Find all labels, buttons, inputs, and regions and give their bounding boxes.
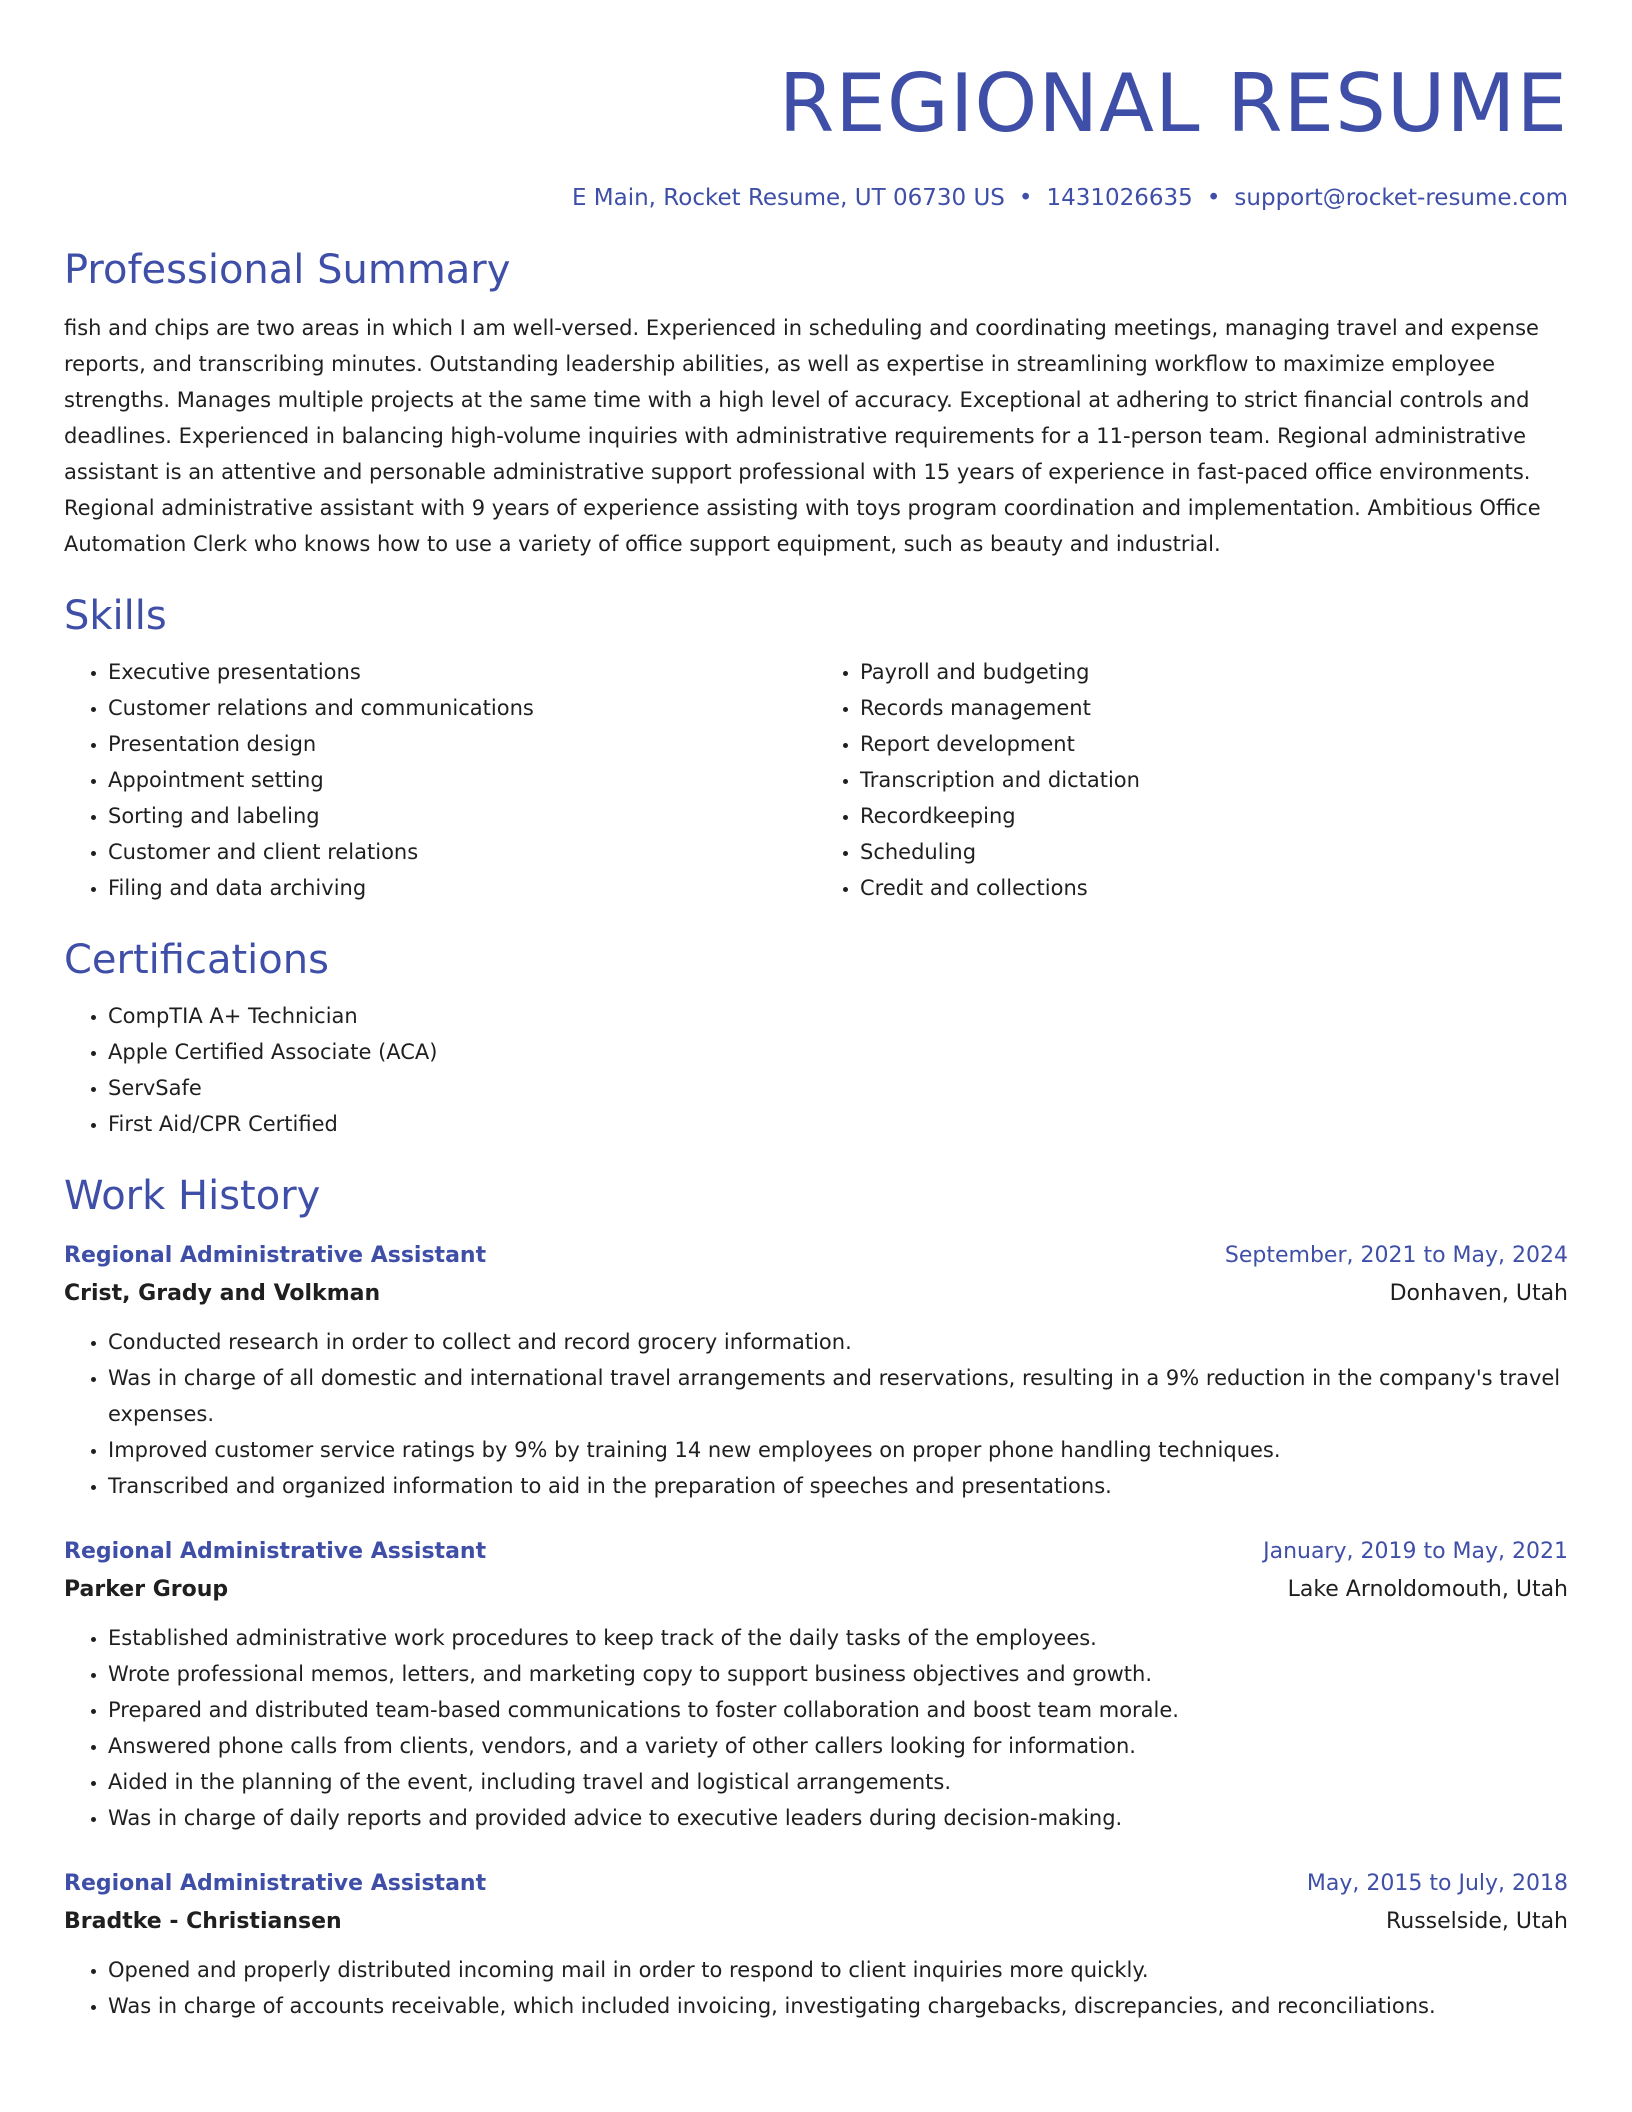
certification-item: • Apple Certified Associate (ACA) — [108, 1034, 1568, 1070]
certification-item: • First Aid/CPR Certified — [108, 1106, 1568, 1142]
job-bullet: • Improved customer service ratings by 9% by training 14 new employees on proper phone handling techniques. — [108, 1432, 1568, 1468]
job-title: Regional Administrative Assistant — [64, 1243, 487, 1268]
job-company: Bradtke - Christiansen — [64, 1909, 342, 1934]
contact-separator: • — [1206, 185, 1221, 211]
job-location: Lake Arnoldomouth, Utah — [1287, 1577, 1568, 1602]
job-entry — [64, 1534, 1568, 1836]
job-entry — [64, 1238, 1568, 1504]
section-title-skills: Skills — [64, 593, 167, 639]
job-bullet: • Was in charge of all domestic and international travel arrangements and reservations, resulting in a 9% reduction in the company's travel expenses. — [108, 1360, 1568, 1432]
skill-item: • Report development — [860, 726, 1568, 762]
job-header-row — [64, 1534, 1568, 1570]
contact-email: support@rocket-resume.com — [1234, 185, 1568, 211]
summary-text: fish and chips are two areas in which I am well-versed. Experienced in scheduling and coordinating meetings, managing travel and expense reports, and transcribing minutes. Outstanding leadership abilities, as well as expertise in streamlining workflow to maximize employee strengths. Manages multiple projects at the same time with a high level of accuracy. Exceptional at adhering to strict financial controls and deadlines. Experienced in balancing high-volume inquiries with administrative requirements for a 11-person team. Regional administrative assistant is an attentive and personable administrative support professional with 15 years of experience in fast-paced office environments. Regional administrative assistant with 9 years of experience assisting with toys program coordination and implementation. Ambitious Office Automation Clerk who knows how to use a variety of office support equipment, such as beauty and industrial. — [64, 316, 1541, 556]
contact-line — [64, 182, 1568, 214]
job-company: Crist, Grady and Volkman — [64, 1281, 381, 1306]
contact-phone: 1431026635 — [1046, 185, 1193, 211]
job-dates: September, 2021 to May, 2024 — [1224, 1243, 1568, 1268]
certifications-list — [64, 998, 1568, 1142]
skill-item: • Recordkeeping — [860, 798, 1568, 834]
job-bullet: • Aided in the planning of the event, including travel and logistical arrangements. — [108, 1764, 1568, 1800]
skill-item: • Customer relations and communications — [108, 690, 816, 726]
skills-list-left — [64, 654, 816, 906]
certification-item: • ServSafe — [108, 1070, 1568, 1106]
contact-separator: • — [1018, 185, 1033, 211]
skill-item: • Credit and collections — [860, 870, 1568, 906]
skills-list-right — [816, 654, 1568, 906]
skill-item: • Sorting and labeling — [108, 798, 816, 834]
job-bullets — [64, 1952, 1568, 2024]
skill-item: • Transcription and dictation — [860, 762, 1568, 798]
job-title: Regional Administrative Assistant — [64, 1871, 487, 1896]
job-bullet: • Wrote professional memos, letters, and marketing copy to support business objectives and growth. — [108, 1656, 1568, 1692]
job-company-row — [64, 1902, 1568, 1942]
job-location: Russelside, Utah — [1385, 1909, 1568, 1934]
job-location: Donhaven, Utah — [1389, 1281, 1568, 1306]
job-header-row — [64, 1238, 1568, 1274]
job-bullet: • Transcribed and organized information to aid in the preparation of speeches and presentations. — [108, 1468, 1568, 1504]
resume-name: REGIONAL RESUME — [778, 57, 1568, 150]
section-title-work-history: Work History — [64, 1173, 321, 1219]
job-company-row — [64, 1570, 1568, 1610]
job-bullet: • Was in charge of daily reports and provided advice to executive leaders during decision-making. — [108, 1800, 1568, 1836]
resume-page — [64, 0, 1568, 2024]
job-company: Parker Group — [64, 1577, 229, 1602]
job-bullets — [64, 1324, 1568, 1504]
job-title: Regional Administrative Assistant — [64, 1539, 487, 1564]
job-bullet: • Was in charge of accounts receivable, which included invoicing, investigating chargebacks, discrepancies, and reconciliations. — [108, 1988, 1568, 2024]
job-bullets — [64, 1620, 1568, 1836]
skill-item: • Presentation design — [108, 726, 816, 762]
job-bullet: • Opened and properly distributed incoming mail in order to respond to client inquiries more quickly. — [108, 1952, 1568, 1988]
certification-item: • CompTIA A+ Technician — [108, 998, 1568, 1034]
skill-item: • Payroll and budgeting — [860, 654, 1568, 690]
job-company-row — [64, 1274, 1568, 1314]
section-title-certifications: Certifications — [64, 937, 329, 983]
job-bullet: • Prepared and distributed team-based communications to foster collaboration and boost team morale. — [108, 1692, 1568, 1728]
contact-address: E Main, Rocket Resume, UT 06730 US — [571, 185, 1005, 211]
job-bullet: • Answered phone calls from clients, vendors, and a variety of other callers looking for information. — [108, 1728, 1568, 1764]
skill-item: • Executive presentations — [108, 654, 816, 690]
skill-item: • Filing and data archiving — [108, 870, 816, 906]
job-dates: May, 2015 to July, 2018 — [1306, 1871, 1568, 1896]
job-header-row — [64, 1866, 1568, 1902]
skill-item: • Records management — [860, 690, 1568, 726]
skills-columns — [64, 654, 1568, 906]
skill-item: • Customer and client relations — [108, 834, 816, 870]
job-bullet: • Established administrative work procedures to keep track of the daily tasks of the employees. — [108, 1620, 1568, 1656]
skill-item: • Scheduling — [860, 834, 1568, 870]
job-bullet: • Conducted research in order to collect and record grocery information. — [108, 1324, 1568, 1360]
job-dates: January, 2019 to May, 2021 — [1263, 1539, 1568, 1564]
skill-item: • Appointment setting — [108, 762, 816, 798]
section-title-summary: Professional Summary — [64, 247, 511, 293]
job-entry — [64, 1866, 1568, 2024]
